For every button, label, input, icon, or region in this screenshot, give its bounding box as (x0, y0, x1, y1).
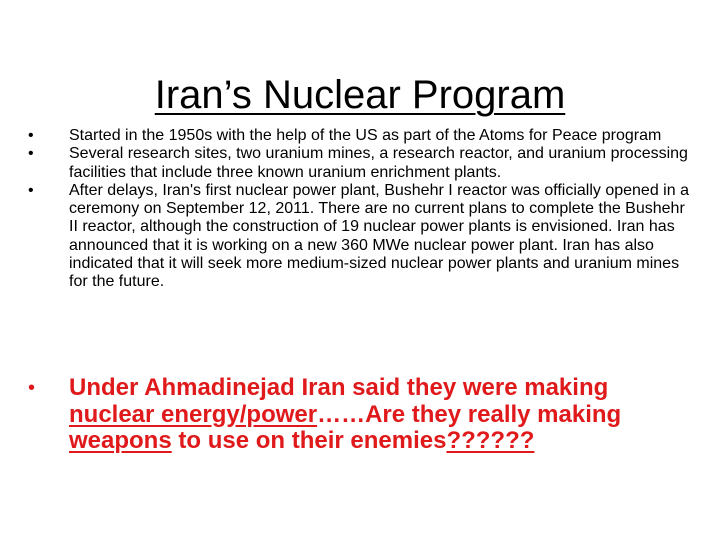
bullet-icon: • (28, 127, 34, 144)
emphasis-text-1: Under Ahmadinejad Iran said they were making (69, 374, 609, 401)
bullet-icon: • (28, 181, 34, 199)
emphasis-underlined-weapons: weapons (69, 427, 172, 454)
bullet-icon: • (28, 377, 36, 399)
bullet-icon: • (28, 145, 34, 163)
bullet-text: Several research sites, two uranium mines, a research reactor, and uranium processing facilities that include three known uranium enrichment plants. (69, 145, 688, 181)
slide-title-text: Iran’s Nuclear Program (154, 72, 566, 117)
emphasis-underlined-questions: ?????? (446, 427, 535, 454)
emphasis-item (28, 375, 698, 455)
bullet-item (28, 127, 698, 145)
bullet-item (28, 182, 698, 292)
bullet-text: After delays, Iran's first nuclear power plant, Bushehr I reactor was officially opened in a ceremony on September 12, 2011. There are no current plans to complete the Bushehr II reactor, although the construction of 19 nuclear power plants is envisioned. Iran has announced that it is working on a new 360 MWe nuclear power plant. Iran has also indicated that it will seek more medium-sized nuclear power plants and uranium mines for the future. (69, 181, 689, 291)
slide-title (0, 71, 720, 119)
bullet-item (28, 145, 698, 182)
bullet-list (28, 127, 698, 292)
bullet-text: Started in the 1950s with the help of the US as part of the Atoms for Peace program (69, 127, 662, 144)
emphasis-list (28, 375, 698, 455)
emphasis-text-3: to use on their enemies (171, 427, 447, 454)
emphasis-underlined-energy: nuclear energy/power (69, 400, 318, 428)
emphasis-text-2: ……Are they really making (317, 400, 622, 428)
